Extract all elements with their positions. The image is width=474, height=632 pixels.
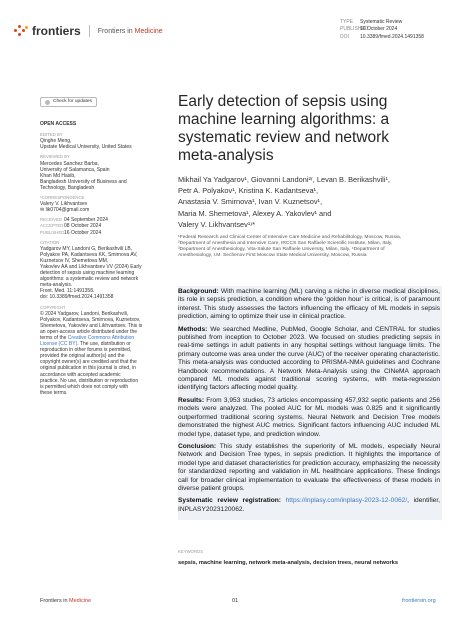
citation-line: Polyakov PA, Kadantseva KK, Smirnova AV, [40, 251, 138, 258]
journal-name [98, 28, 163, 35]
background-label: Background: [178, 288, 219, 295]
journal-prefix: Frontiers in [97, 27, 133, 35]
citation-line: Yadgarov MY, Landoni G, Berikashvili LB, [40, 245, 133, 252]
keywords-label: KEYWORDS [178, 549, 204, 554]
methods-text: We searched Medline, PubMed, Google Scholar, and CENTRAL for studies published from inception to October 2023. We focused on studies predicting sepsis in real-time settings in adult patients in any hospital settings without language limits. The primary outcome was area under the curve (AUC) of the receiver operating characteristic. This meta-analysis was conducted according to PRISMA-NMA guidelines and Cochrane Handbook recommendations. A Network Meta-Analysis using the CINeMA approach compared ML models against traditional scoring systems, with meta-regression identifying factors affecting model quality. [178, 325, 440, 392]
citation [40, 246, 158, 301]
editor-affiliation: Upstate Medical University, United States [40, 144, 132, 151]
affiliation-line: ²Department of Anesthesia and Intensive Care, IRCCS San Raffaele Scientific Institute, Milan, Italy, [178, 241, 393, 247]
dates [40, 217, 158, 235]
journal-title: Medicine [134, 27, 163, 35]
doi-value[interactable]: 10.3389/fmed.2024.1491358 [360, 33, 424, 40]
doi-label: DOI [340, 33, 349, 40]
copyright-line: reproduction in other forums is permitted, [40, 347, 132, 354]
author-line[interactable]: Mikhail Ya Yadgarov¹, Giovanni Landoni²ʳ, Levan B. Berikashvili¹, [178, 175, 390, 184]
type-value: Systematic Review [360, 19, 403, 25]
results-label: Results: [178, 396, 205, 404]
reviewer-line: Bangladesh University of Business and [40, 178, 127, 185]
published-value: 16 October 2024 [360, 26, 398, 33]
received-label: RECEIVED [40, 217, 62, 223]
license-link[interactable]: Creative Commons Attribution [67, 335, 135, 341]
author-line[interactable]: Petr A. Polyakov¹, Kristina K. Kadantseva¹, [178, 186, 319, 196]
editor-name: Qinghe Meng, [40, 138, 72, 145]
citation-line: Front. Med. 11:1491358. [40, 288, 95, 295]
citation-label: CITATION [40, 239, 60, 245]
footer-journal-prefix: Frontiers in [40, 598, 68, 604]
copyright-line: original publication in this journal is cited, in [40, 365, 136, 372]
affiliation-line: Anesthesiology, I.M. Sechenov First Moscow State Medical University, Moscow, Russia [178, 253, 367, 259]
affiliation-line: ³Department of Anesthesiology, Vita-Salute San Raffaele University, Milan, Italy, ⁴Department of [178, 247, 385, 253]
reviewer-line: Technology, Bangladesh [40, 184, 95, 191]
open-access-label: OPEN ACCESS [40, 121, 77, 128]
registration-rest: , identifier, INPLASY2023120062. [178, 497, 440, 513]
citation-line: Kuznetsov IV, Shemetova MM, [40, 257, 109, 264]
corresponding-author: Valery V. Likhvantsev [40, 201, 88, 208]
reviewer-line: Mercedes Sanchez Barba, [40, 160, 99, 167]
frontiers-logo[interactable] [14, 24, 163, 38]
copyright-line: provided the original author(s) and the [40, 353, 125, 360]
copyright-line: an open-access article distributed under the [40, 328, 138, 335]
copyright-line: practice. No use, distribution or reproduction [40, 377, 139, 384]
abstract-results [178, 397, 440, 439]
corresponding-email[interactable]: ✉ lik0704@gmail.com [40, 207, 90, 214]
edited-by-label: EDITED BY [40, 132, 63, 138]
copyright-line: copyright owner(s) are credited and that the [40, 359, 137, 366]
accepted-value: 08 October 2024 [64, 223, 102, 230]
brand-name: frontiers [32, 24, 81, 38]
conclusion-text: This study establishes the superiority of ML models, especially Neural Network and Decision Tree types, in sepsis prediction. It highlights the importance of model type and dataset characteristics for prediction accuracy, emphasizing the necessity for standardized reporting and validation in ML healthcare applications. These findings call for broader clinical implementation to evaluate the effectiveness of these models in diverse patient groups. [178, 442, 441, 492]
reviewers [40, 161, 158, 191]
reviewer-line: Khan Md Hasib, [40, 172, 76, 179]
keywords-section [178, 549, 440, 566]
copyright-line: © 2024 Yadgarov, Landoni, Berikashvili, [40, 310, 129, 317]
citation-line: detection of sepsis using machine learning [40, 270, 135, 277]
reviewed-by-label: REVIEWED BY [40, 154, 70, 160]
author-list [178, 174, 440, 230]
copyright [40, 311, 158, 396]
correspondence-label: *CORRESPONDENCE [40, 195, 85, 201]
copyright-label: COPYRIGHT [40, 304, 66, 310]
citation-line: algorithms: a systematic review and network [40, 276, 139, 283]
sidebar [40, 97, 158, 398]
article-meta [340, 19, 424, 41]
footer-journal-name: Medicine [69, 598, 92, 604]
sidebar-published-value: 16 October 2024 [64, 229, 102, 236]
copyright-line: these terms. [40, 389, 68, 396]
received-value: 04 September 2024 [64, 217, 108, 224]
registration-link[interactable]: https://inplasy.com/inplasy-2023-12-0062/ [285, 497, 408, 505]
editors [40, 138, 158, 150]
check-for-updates-button[interactable] [40, 97, 97, 107]
accepted-label: ACCEPTED [40, 223, 64, 229]
published-label: PUBLISHED [340, 26, 369, 33]
reviewer-line: University of Salamanca, Spain [40, 166, 110, 173]
abstract-conclusion [178, 443, 440, 493]
copyright-line: Polyakov, Kadantseva, Smirnova, Kuznetsov, [40, 316, 141, 323]
citation-line: meta-analysis. [40, 282, 73, 289]
updates-icon [45, 100, 50, 105]
abstract-background [178, 288, 440, 322]
copyright-line: terms of the [40, 335, 68, 341]
author-line[interactable]: Valery V. Likhvantsev¹ʴ* [178, 219, 255, 229]
article-title: Early detection of sepsis using machine learning algorithms: a systematic review and network meta-analysis [178, 93, 390, 164]
copyright-line: Shemetova, Yakovlev and Likhvantsev. This is [40, 322, 143, 329]
header-divider [89, 25, 90, 37]
abstract-registration [178, 497, 440, 514]
page-number: 01 [232, 598, 239, 604]
footer-site-link[interactable]: frontiersin.org [402, 598, 436, 604]
citation-line: Yakovlev AA and Likhvantsev VV (2024) Early [40, 263, 142, 270]
correspondence [40, 201, 158, 213]
results-text: From 3,953 studies, 73 articles encompassing 457,932 septic patients and 256 models were analyzed. The pooled AUC for ML models was 0.825 and it significantly outperformed traditional scoring systems. Neural Network and Decision Tree models demonstrated the highest AUC metrics. Significant factors influencing AUC included ML model type, dataset type, and prediction window. [178, 396, 440, 438]
sidebar-published-label: PUBLISHED [40, 229, 65, 235]
updates-label: Check for updates [53, 99, 92, 104]
methods-label: Methods: [178, 325, 208, 333]
license-link-cont[interactable]: License (CC BY) [40, 341, 78, 348]
registration-label: Systematic review registration: [178, 497, 282, 505]
affiliation-line: ¹Federal Research and Clinical Center of Intensive Care Medicine and Rehabilitology, Moscow, Russia, [178, 235, 402, 240]
background-text: With machine learning (ML) carving a niche in diverse medical disciplines, its role in sepsis prediction, a condition where the ‘golden hour’ is critical, is of paramount interest. This study assesses the factors influencing the efficacy of ML models in sepsis prediction, aiming to optimize their use in clinical practice. [178, 288, 440, 321]
copyright-line: . The use, distribution or [77, 341, 131, 348]
abstract [178, 286, 442, 520]
copyright-line: is permitted which does not comply with [40, 383, 129, 390]
type-label: TYPE [340, 19, 354, 25]
author-line[interactable]: Anastasia V. Smirnova¹, Ivan V. Kuznetsov¹, [178, 197, 323, 207]
conclusion-label: Conclusion: [178, 442, 217, 450]
keywords-list: sepsis, machine learning, network meta-analysis, decision trees, neural networks [178, 560, 398, 566]
abstract-methods [178, 326, 440, 393]
affiliations [178, 235, 440, 259]
footer-journal [40, 598, 91, 604]
author-line[interactable]: Maria M. Shemetova¹, Alexey A. Yakovlev¹ and [178, 208, 332, 218]
frontiers-logo-icon [14, 25, 28, 37]
citation-doi[interactable]: doi: 10.3389/fmed.2024.1491358 [40, 294, 114, 301]
copyright-line: accordance with accepted academic [40, 371, 121, 378]
